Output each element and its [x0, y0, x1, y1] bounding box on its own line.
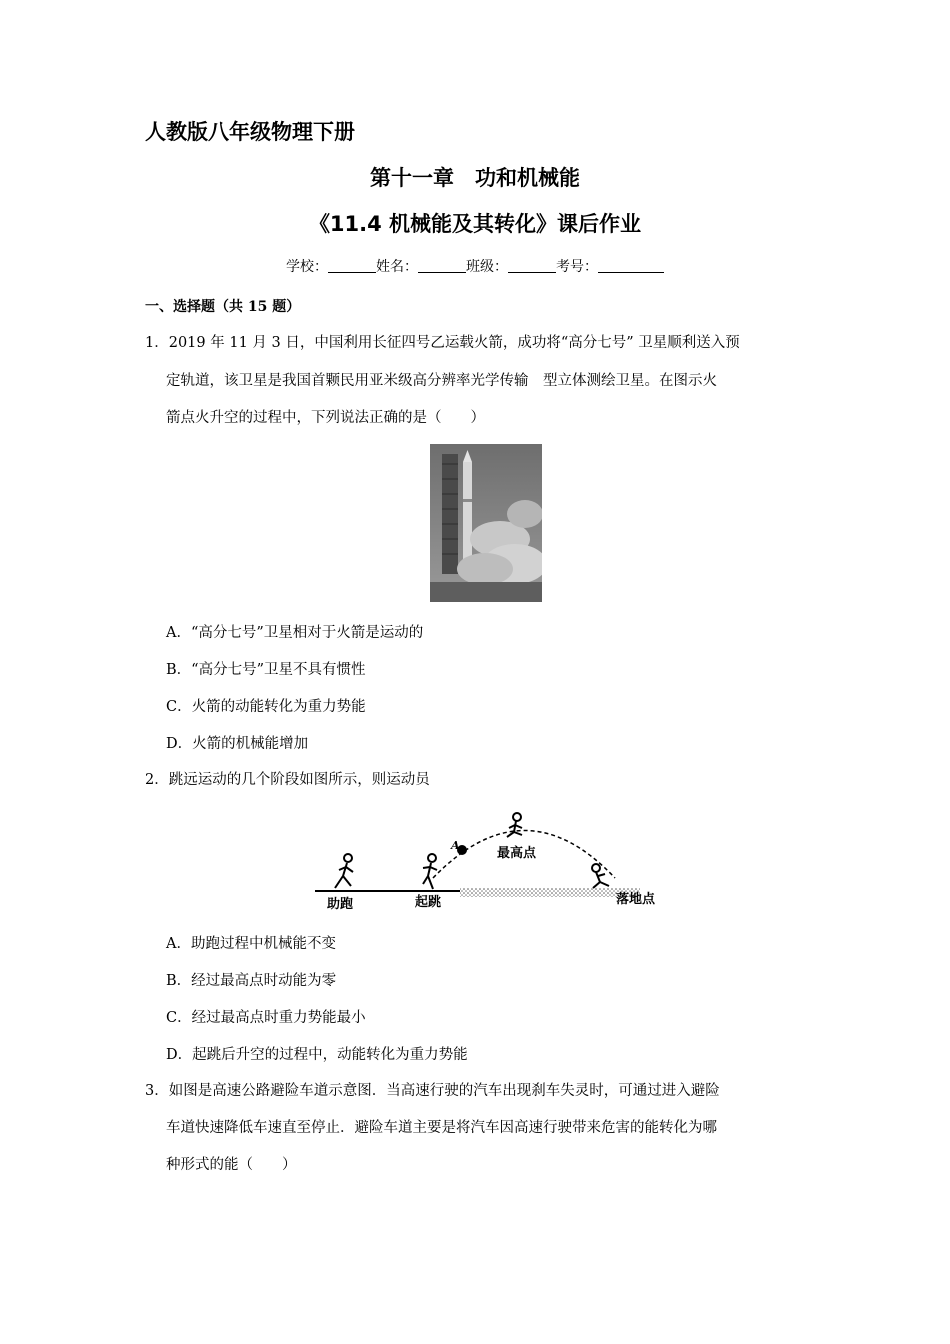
question-1-option-c[interactable]: C．火箭的动能转化为重力势能 — [166, 699, 366, 715]
question-2-option-d[interactable]: D．起跳后升空的过程中，动能转化为重力势能 — [166, 1047, 468, 1063]
school-label: 学校： — [286, 259, 328, 275]
question-1-option-b[interactable]: B．“高分七号”卫星不具有惯性 — [166, 662, 366, 678]
student-info-line — [0, 256, 950, 276]
rocket-launch-photo — [430, 444, 542, 602]
rocket-launch-image — [430, 444, 542, 602]
name-label: 姓名： — [376, 259, 418, 275]
label-takeoff: 起跳 — [415, 895, 442, 910]
class-blank[interactable] — [508, 258, 556, 273]
question-1-line-3: 箭点火升空的过程中，下列说法正确的是（ ） — [166, 410, 485, 426]
school-blank[interactable] — [328, 258, 376, 273]
label-highest: 最高点 — [497, 846, 537, 861]
question-2-option-a[interactable]: A．助跑过程中机械能不变 — [166, 936, 336, 952]
question-3-line-1: 3．如图是高速公路避险车道示意图．当高速行驶的汽车出现刹车失灵时，可通过进入避险 — [145, 1083, 720, 1099]
question-1-line-1: 1．2019 年 11 月 3 日，中国利用长征四号乙运载火箭，成功将“高分七号” 卫星顺利送入预 — [145, 335, 740, 351]
class-label: 班级： — [466, 259, 508, 275]
label-point-a: A — [451, 839, 460, 852]
exam-no-label: 考号： — [556, 259, 598, 275]
chapter-title: 第十一章 功和机械能 — [370, 166, 580, 190]
question-3-line-2: 车道快速降低车速直至停止．避险车道主要是将汽车因高速行驶带来危害的能转化为哪 — [166, 1120, 717, 1136]
section-title: 一、选择题（共 15 题） — [145, 299, 301, 315]
exam-no-blank[interactable] — [598, 258, 664, 273]
lesson-title: 《11.4 机械能及其转化》课后作业 — [308, 212, 642, 236]
long-jump-figure — [315, 808, 665, 914]
question-2-line-1: 2．跳远运动的几个阶段如图所示，则运动员 — [145, 772, 430, 788]
question-1-option-a[interactable]: A．“高分七号”卫星相对于火箭是运动的 — [166, 625, 424, 641]
name-blank[interactable] — [418, 258, 466, 273]
question-1-line-2: 定轨道，该卫星是我国首颗民用亚米级高分辨率光学传输 型立体测绘卫星。在图示火 — [166, 373, 717, 389]
question-1-option-d[interactable]: D．火箭的机械能增加 — [166, 736, 309, 752]
book-title: 人教版八年级物理下册 — [145, 120, 355, 144]
question-2-option-c[interactable]: C．经过最高点时重力势能最小 — [166, 1010, 366, 1026]
label-run: 助跑 — [327, 897, 354, 912]
label-landing: 落地点 — [616, 892, 656, 907]
long-jump-diagram — [315, 808, 665, 914]
question-2-option-b[interactable]: B．经过最高点时动能为零 — [166, 973, 337, 989]
question-3-line-3: 种形式的能（ ） — [166, 1157, 297, 1173]
